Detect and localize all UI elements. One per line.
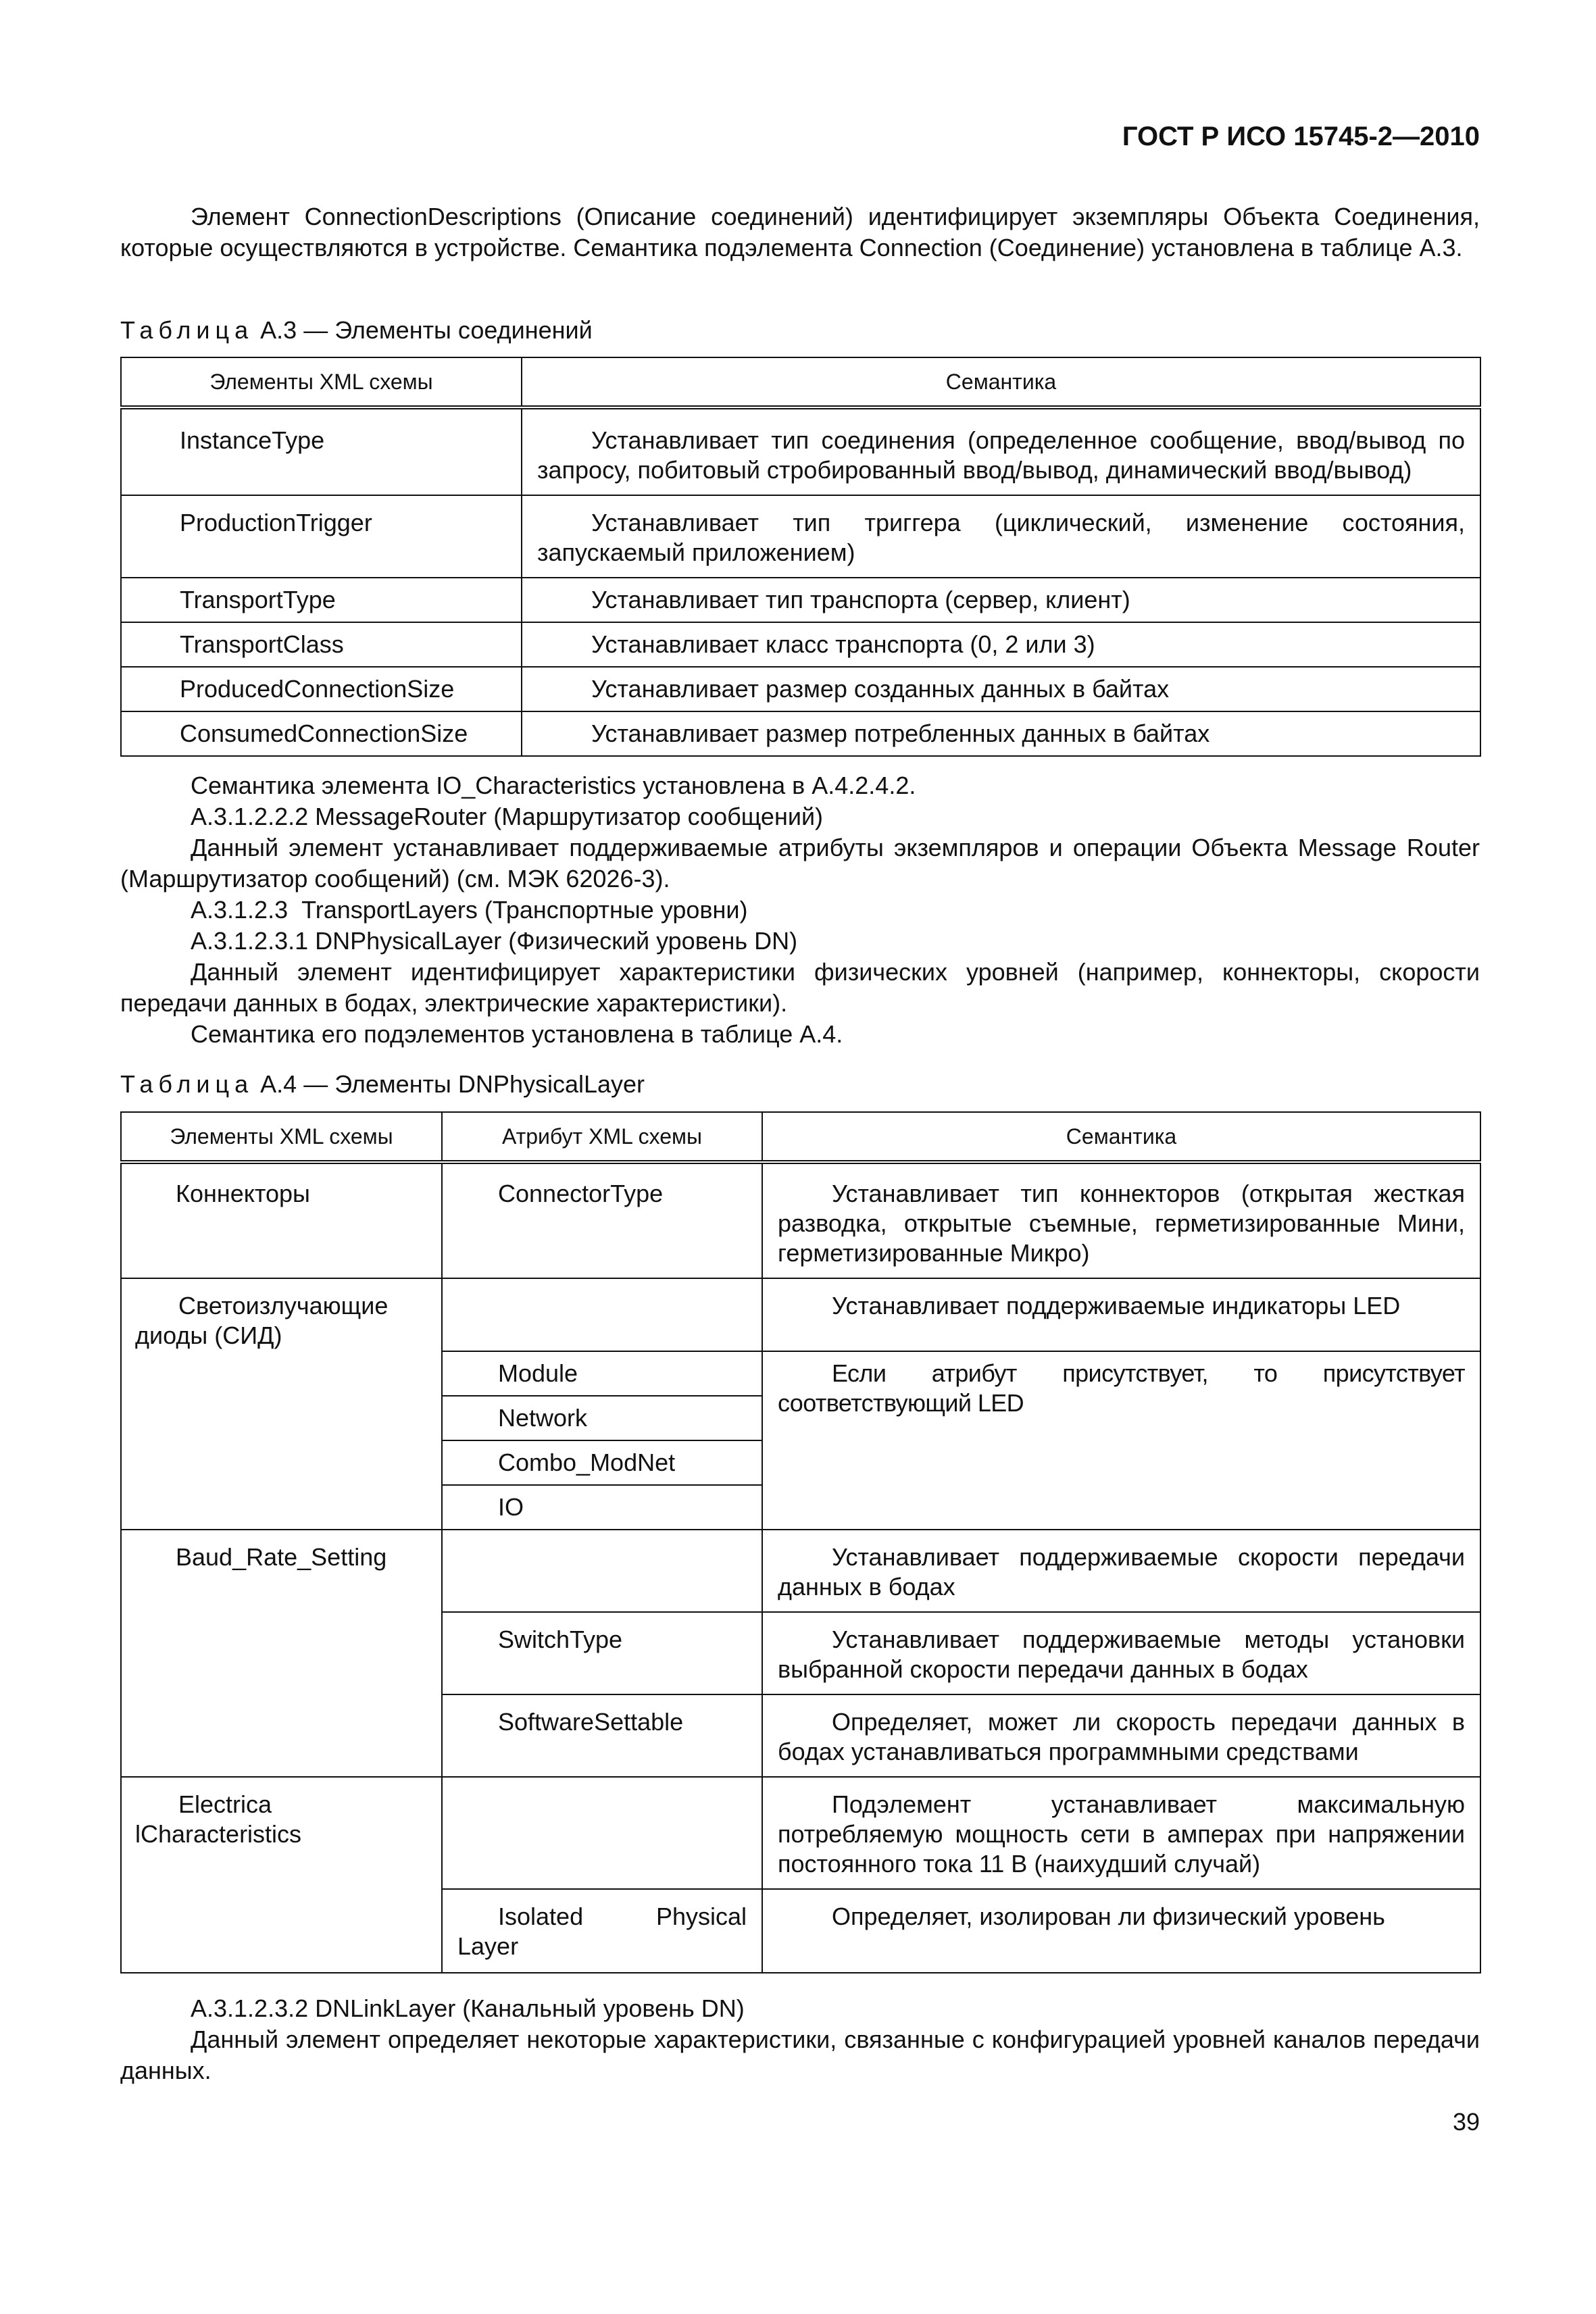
table-row <box>121 711 1480 756</box>
table-a4-caption <box>120 1069 1480 1100</box>
semantics-cell: Устанавливает тип триггера (циклический, изменение состояния, запускаемый приложением) <box>537 509 1465 566</box>
attribute-cell <box>443 1778 762 1799</box>
attribute-cell: SwitchType <box>498 1626 623 1653</box>
table-row <box>121 1530 1480 1612</box>
table-row <box>121 578 1480 622</box>
page-number: 39 <box>1452 2108 1480 2136</box>
paragraph-table-a4-ref: Семантика его подэлементов установлена в таблице А.4. <box>191 1020 843 1048</box>
element-cell <box>122 1778 441 1859</box>
table-row <box>121 1278 1480 1351</box>
semantics-cell: Устанавливает поддерживаемые индикаторы LED <box>832 1292 1401 1319</box>
attribute-cell: ConnectorType <box>498 1180 664 1207</box>
element-cell: ConsumedConnectionSize <box>180 720 468 747</box>
semantics-cell: Устанавливает поддерживаемые методы установки выбранной скорости передачи данных в бодах <box>778 1626 1465 1683</box>
table-a3-caption-text: А.3 — Элементы соединений <box>260 316 593 344</box>
section-dn-physical-layer: А.3.1.2.3.1 DNPhysicalLayer (Физический уровень DN) <box>191 927 798 955</box>
table-a3-caption-label: Таблица <box>120 316 254 344</box>
semantics-cell: Устанавливает тип транспорта (сервер, клиент) <box>591 586 1130 613</box>
element-cell: ProductionTrigger <box>180 509 372 536</box>
table-a4-header-semantics: Семантика <box>762 1112 1480 1162</box>
attribute-cell: SoftwareSettable <box>498 1708 684 1736</box>
section-message-router: А.3.1.2.2.2 MessageRouter (Маршрутизатор сообщений) <box>191 803 824 830</box>
table-a3-caption <box>120 315 1480 346</box>
semantics-cell: Подэлемент устанавливает максимальную потребляемую мощность сети в амперах при напряжении постоянного тока 11 В (наихудший случай) <box>778 1790 1465 1878</box>
table-row <box>121 1777 1480 1889</box>
table-row <box>121 622 1480 667</box>
element-line-1: Electrica <box>178 1790 272 1818</box>
table-a4-header-elements: Элементы XML схемы <box>121 1112 442 1162</box>
semantics-cell: Устанавливает поддерживаемые скорости передачи данных в бодах <box>778 1543 1465 1601</box>
table-a4-wrapper <box>120 1111 1480 1973</box>
semantics-cell: Если атрибут присутствует, то присутствует соответствующий LED <box>778 1359 1465 1417</box>
table-a4-caption-text: А.4 — Элементы DNPhysicalLayer <box>260 1070 645 1098</box>
element-cell: TransportClass <box>180 630 344 658</box>
table-a4-caption-label: Таблица <box>120 1070 254 1098</box>
intro-block <box>120 201 1480 263</box>
attribute-cell <box>443 1890 762 1971</box>
bottom-text-block <box>120 1993 1480 2086</box>
element-cell: Baud_Rate_Setting <box>176 1543 387 1571</box>
middle-text-block <box>120 770 1480 1050</box>
intro-paragraph: Элемент ConnectionDescriptions (Описание соединений) идентифицирует экземпляры Объекта Соединения, которые осуществляются в устройстве. Семантика подэлемента Connection (Соединение) установлена в таблице А.3. <box>120 203 1480 261</box>
semantics-cell: Устанавливает тип коннекторов (открытая жесткая разводка, открытые съемные, герметизированные Мини, герметизированные Микро) <box>778 1180 1465 1267</box>
semantics-cell: Определяет, может ли скорость передачи данных в бодах устанавливаться программными средствами <box>778 1708 1465 1765</box>
table-row <box>121 667 1480 711</box>
element-cell: TransportType <box>180 586 336 613</box>
paragraph-io-characteristics: Семантика элемента IO_Characteristics установлена в А.4.2.4.2. <box>191 772 916 799</box>
attribute-cell: IO <box>498 1493 524 1521</box>
document-id-header: ГОСТ Р ИСО 15745-2—2010 <box>1122 122 1480 151</box>
table-row <box>121 1162 1480 1278</box>
element-cell: Коннекторы <box>176 1180 310 1207</box>
section-transport-layers: А.3.1.2.3 TransportLayers (Транспортные уровни) <box>191 896 748 924</box>
section-dn-link-layer: А.3.1.2.3.2 DNLinkLayer (Канальный уровень DN) <box>191 1994 745 2022</box>
paragraph-message-router: Данный элемент устанавливает поддерживаемые атрибуты экземпляров и операции Объекта Message Router (Маршрутизатор сообщений) (см. МЭК 62026-3). <box>120 834 1480 892</box>
table-a3-header-semantics: Семантика <box>522 357 1480 407</box>
paragraph-dn-link-layer: Данный элемент определяет некоторые характеристики, связанные с конфигурацией уровней каналов передачи данных. <box>120 2026 1480 2084</box>
semantics-cell: Устанавливает размер созданных данных в байтах <box>591 675 1170 703</box>
table-a3-header-elements: Элементы XML схемы <box>121 357 522 407</box>
semantics-cell: Устанавливает класс транспорта (0, 2 или 3) <box>591 630 1095 658</box>
semantics-cell: Устанавливает размер потребленных данных в байтах <box>591 720 1210 747</box>
attribute-line-2: Layer <box>457 1932 519 1960</box>
element-line-2: lCharacteristics <box>135 1820 302 1848</box>
table-a4-header-attribute: Атрибут XML схемы <box>442 1112 762 1162</box>
table-row <box>121 495 1480 578</box>
attribute-cell: Network <box>498 1404 588 1432</box>
element-cell: InstanceType <box>180 426 325 454</box>
attribute-cell: Module <box>498 1359 578 1387</box>
attribute-cell <box>443 1530 762 1552</box>
attribute-cell: Combo_ModNet <box>498 1449 676 1476</box>
element-cell: ProducedConnectionSize <box>180 675 455 703</box>
element-cell: Светоизлучающие диоды (СИД) <box>135 1292 389 1349</box>
table-a3-wrapper <box>120 357 1480 757</box>
semantics-cell: Устанавливает тип соединения (определенное сообщение, ввод/вывод по запросу, побитовый стробированный ввод/вывод, динамический ввод/вывод) <box>537 426 1465 484</box>
attribute-line-1: Isolated Physical <box>498 1903 747 1930</box>
semantics-cell: Определяет, изолирован ли физический уровень <box>832 1903 1385 1930</box>
attribute-cell <box>443 1279 762 1301</box>
table-a4 <box>120 1111 1481 1973</box>
table-row <box>121 407 1480 495</box>
document-page <box>120 0 1480 2314</box>
table-a3 <box>120 357 1481 757</box>
paragraph-dn-physical-layer: Данный элемент идентифицирует характеристики физических уровней (например, коннекторы, скорости передачи данных в бодах, электрические характеристики). <box>120 958 1480 1017</box>
